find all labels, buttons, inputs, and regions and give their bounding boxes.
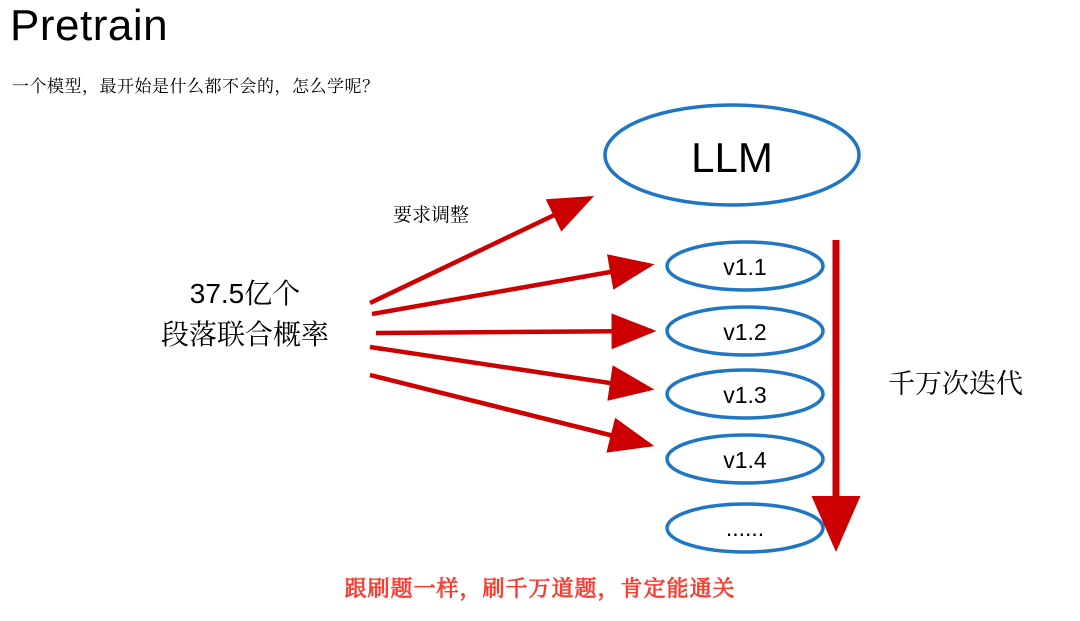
version-node-label-2: v1.2 [723,319,767,345]
llm-node-label: LLM [691,134,773,181]
version-node-label-4: v1.4 [723,447,767,473]
bottom-note: 跟刷题一样，刷千万道题，肯定能通关 [344,576,736,601]
arrow-to-v1-2 [376,331,652,333]
source-data-label-line2: 段落联合概率 [160,318,329,350]
source-data-label-line1: 37.5亿个 [189,278,301,309]
page-title: Pretrain [10,1,169,50]
arrow-to-v1-4 [370,375,650,445]
version-node-label-5: ...... [725,515,765,541]
iteration-annotation-label: 千万次迭代 [888,369,1023,399]
version-node-label-1: v1.1 [723,254,767,280]
source-data-label [130,274,360,355]
version-node-label-3: v1.3 [723,382,767,408]
arrow-to-v1-3 [370,347,650,389]
arrow-annotation-label: 要求调整 [393,205,470,226]
arrow-to-v1-1 [372,265,650,314]
page-subtitle: 一个模型，最开始是什么都不会的，怎么学呢？ [12,77,380,96]
